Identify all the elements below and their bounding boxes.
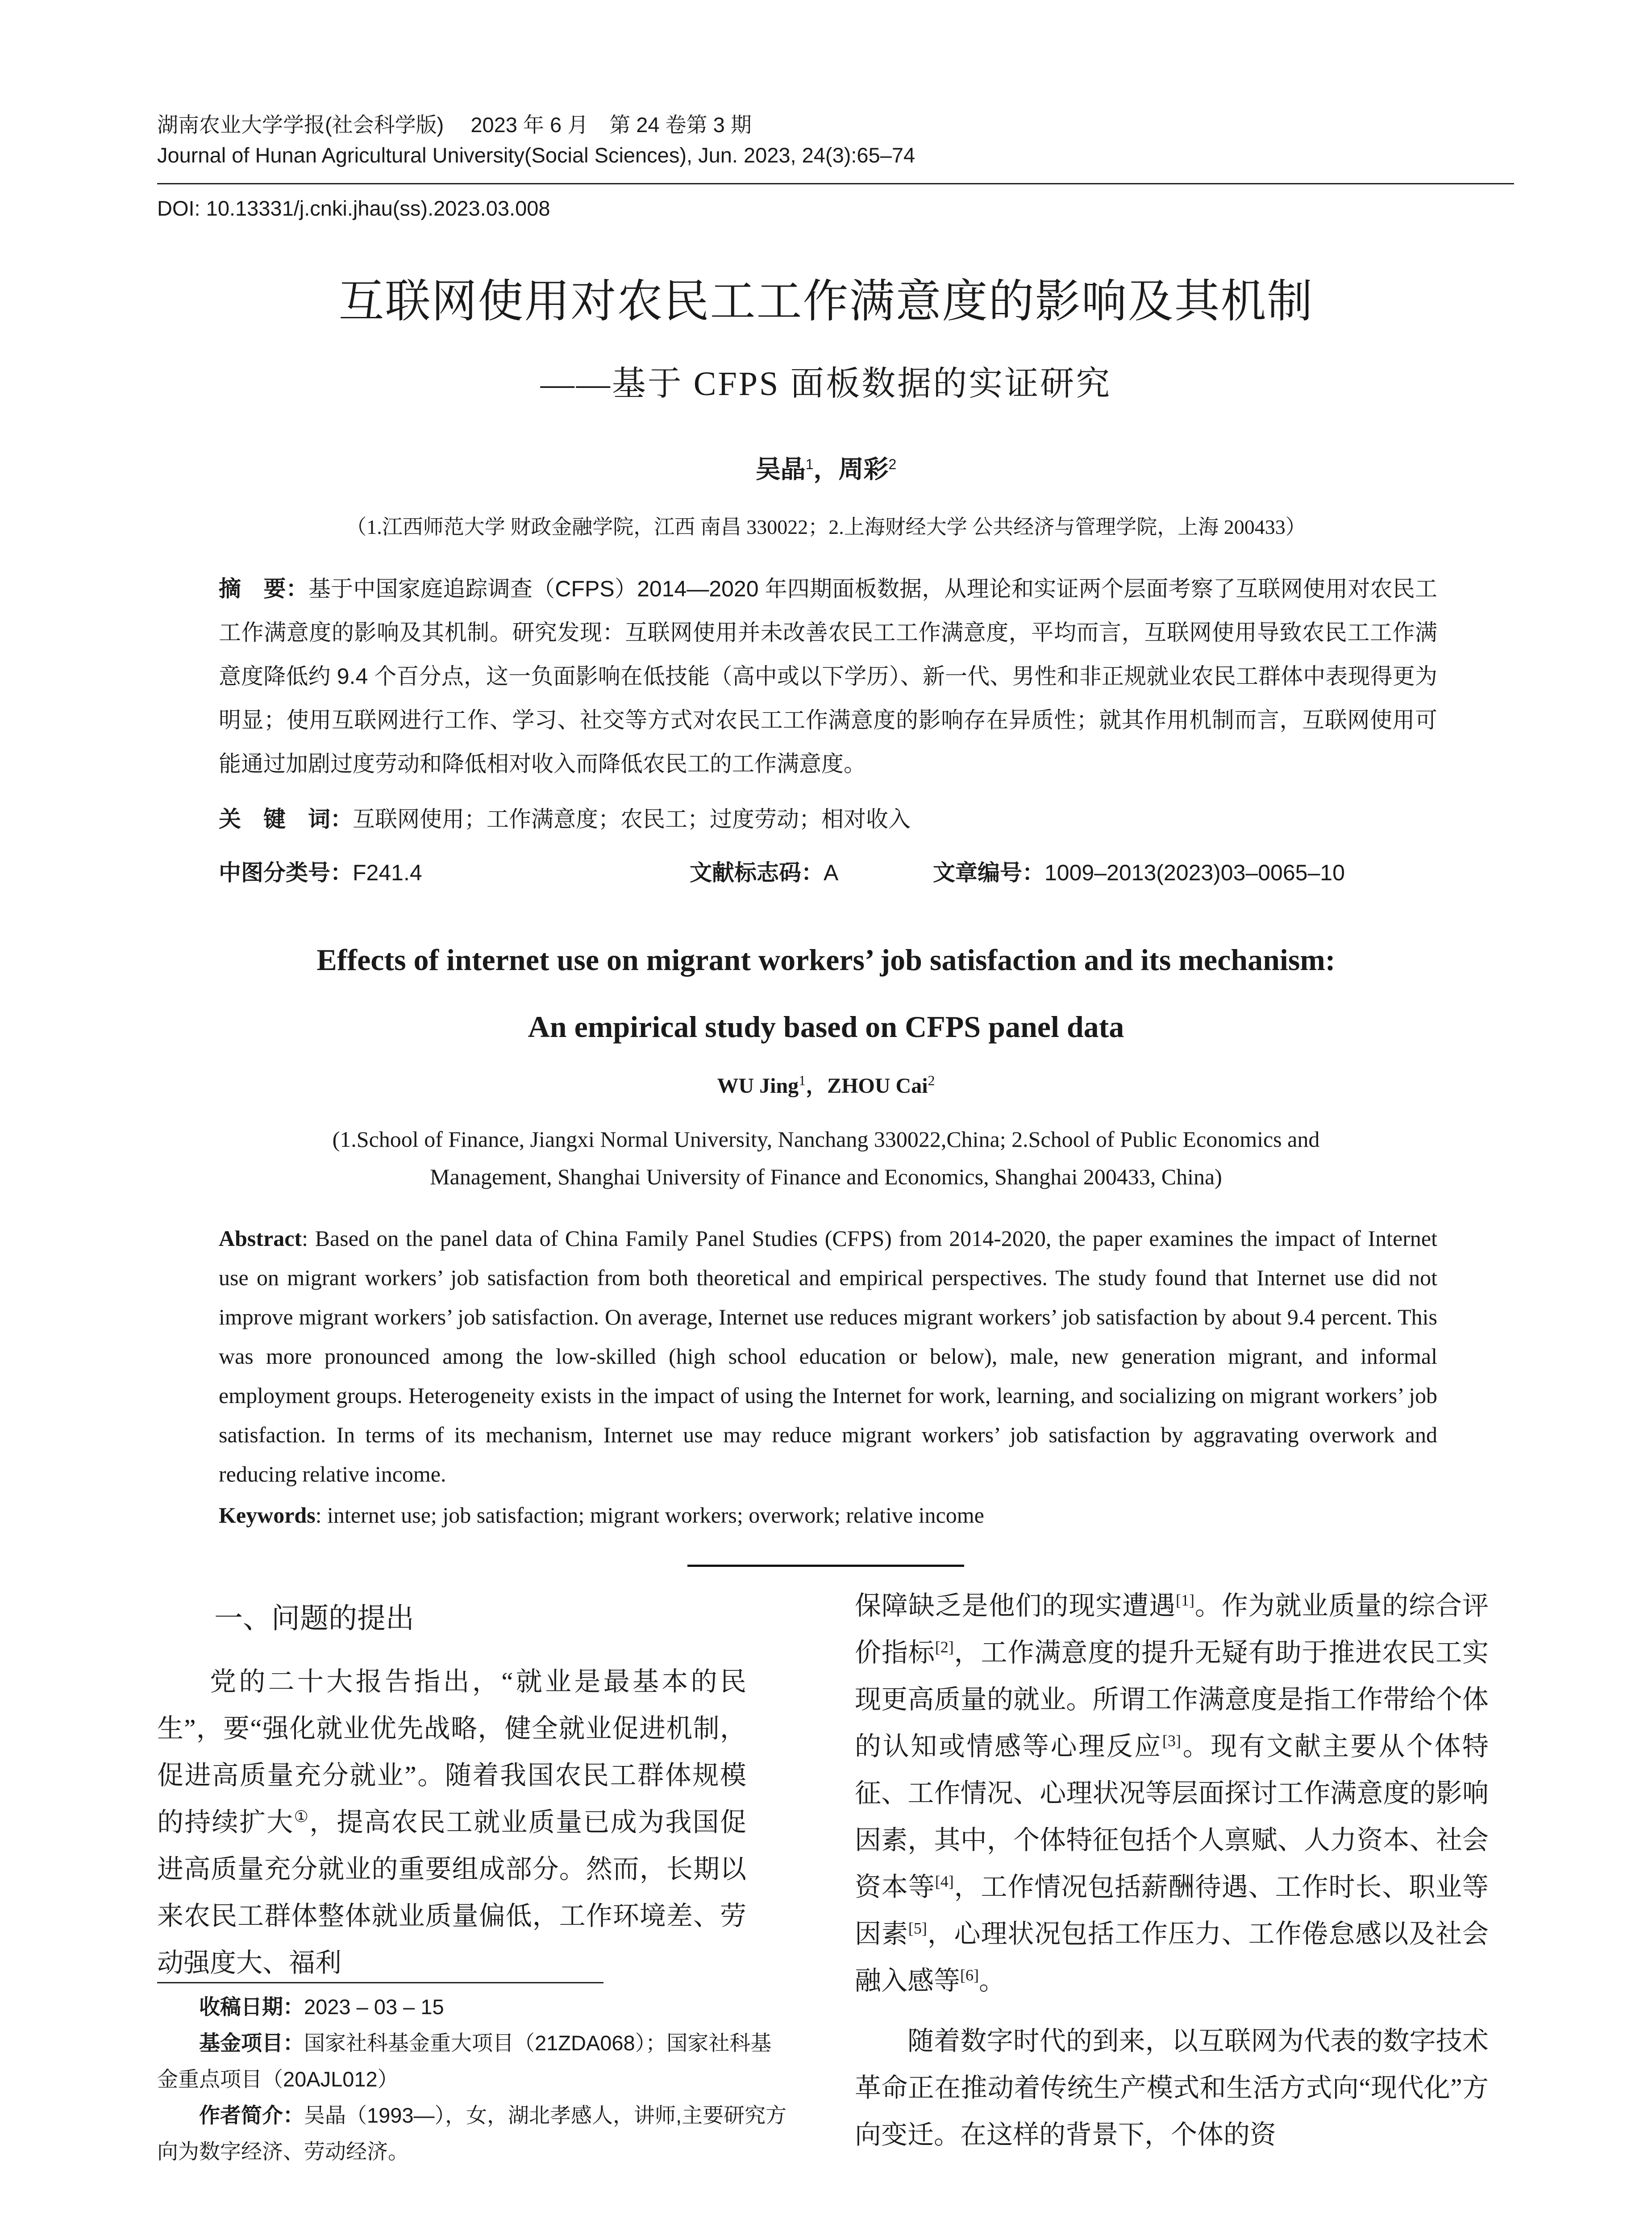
keywords-en	[219, 1495, 1437, 1535]
received-date-value: 2023 – 03 – 15	[304, 1995, 444, 2019]
keywords-cn-label: 关 键 词：	[219, 807, 353, 832]
reference-mark: [4]	[935, 1872, 954, 1891]
keywords-cn	[219, 801, 1437, 837]
keywords-en-text: : internet use; job satisfaction; migrant workers; overwork; relative income	[315, 1503, 984, 1528]
header-rule	[157, 183, 1514, 184]
fund-project-value: 国家社科基金重大项目（21ZDA068）；国家社科基金重点项目（20AJL012）	[157, 2031, 772, 2091]
author-bio	[157, 2097, 791, 2170]
reference-mark: [1]	[1175, 1591, 1194, 1609]
paper-title: 互联网使用对农民工工作满意度的影响及其机制	[338, 276, 1314, 327]
footnote-mark: ①	[294, 1807, 310, 1826]
reference-mark: [6]	[960, 1966, 979, 1984]
author-name: 周彩	[838, 455, 889, 483]
reference-mark: [2]	[935, 1638, 954, 1656]
keywords-cn-text: 互联网使用；工作满意度；农民工；过度劳动；相对收入	[353, 807, 911, 832]
article-number-value: 1009–2013(2023)03–0065–10	[1044, 860, 1345, 885]
keywords-en-label: Keywords	[219, 1503, 316, 1528]
author-bio-value: 吴晶（1993—），女，湖北孝感人，讲师,主要研究方向为数字经济、劳动经济。	[157, 2103, 787, 2163]
abstract-en-text: : Based on the panel data of China Family Panel Studies (CFPS) from 2014-2020, the paper examines the impact of Internet use on migrant workers’ job satisfaction from both theoretical and empirical perspectives. The study found that Internet use did not improve migrant workers’ job satisfaction. On average, Internet use reduces migrant workers’ job satisfaction by about 9.4 percent. This was more pronounced among the low-skilled (high school education or below), male, new generation migrant, and informal employment groups. Heterogeneity exists in the impact of using the Internet for work, learning, and socializing on migrant workers’ job satisfaction. In terms of its mechanism, Internet use may reduce migrant workers’ job satisfaction by aggravating overwork and reducing relative income.	[219, 1226, 1437, 1487]
english-title	[0, 926, 1652, 1060]
footnote-rule	[157, 1982, 603, 1983]
doi: DOI: 10.13331/j.cnki.jhau(ss).2023.03.008	[157, 196, 550, 220]
body-text: 。作为就业质量的综合评价指标	[855, 1591, 1489, 1667]
clc-number	[219, 855, 422, 891]
clc-value: F241.4	[353, 860, 422, 885]
body-text: ，工作情况包括薪酬待遇、工作时长、职业等因素	[855, 1872, 1489, 1949]
author-name: 吴晶	[755, 455, 806, 483]
body-column-right	[855, 1582, 1489, 2158]
affiliation-cn: （1.江西师范大学 财政金融学院，江西 南昌 330022；2.上海财经大学 公共经济与管理学院，上海 200433）	[346, 516, 1306, 538]
document-code	[690, 855, 838, 891]
body-text: 保障缺乏是他们的现实遭遇	[855, 1591, 1176, 1620]
abstract-cn-text: 基于中国家庭追踪调查（CFPS）2014—2020 年四期面板数据，从理论和实证两个层面考察了互联网使用对农民工工作满意度的影响及其机制。研究发现：互联网使用并未改善农民工工作满意度，平均而言，互联网使用导致农民工工作满意度降低约 9.4 个百分点，这一负面影响在低技能（高中或以下学历）、新一代、男性和非正规就业农民工群体中表现得更为明显；使用互联网进行工作、学习、社交等方式对农民工工作满意度的影响存在异质性；就其作用机制而言，互联网使用可能通过加剧过度劳动和降低相对收入而降低农民工的工作满意度。	[219, 576, 1438, 776]
english-affiliation-line: (1.School of Finance, Jiangxi Normal University, Nanchang 330022,China; 2.School of Public Economics and	[332, 1127, 1320, 1152]
received-date-label: 收稿日期：	[199, 1995, 304, 2019]
author-separator: ，	[806, 1074, 828, 1098]
body-paragraph	[157, 1658, 746, 1986]
journal-header-cn: 湖南农业大学学报(社会科学版) 2023 年 6 月 第 24 卷第 3 期	[157, 113, 752, 137]
paper-subtitle: ——基于 CFPS 面板数据的实证研究	[540, 365, 1112, 403]
english-affiliation-line: Management, Shanghai University of Finance and Economics, Shanghai 200433, China)	[430, 1164, 1222, 1189]
journal-header-en: Journal of Hunan Agricultural University(Social Sciences), Jun. 2023, 24(3):65–74	[157, 143, 915, 167]
section-heading: 一、问题的提出	[214, 1602, 414, 1634]
doc-code-value: A	[824, 860, 839, 885]
author-affil-mark: 2	[888, 456, 897, 472]
body-text: ，提高农民工就业质量已成为我国促进高质量充分就业的重要组成部分。然而，长期以来农民工群体整体就业质量偏低，工作环境差、劳动强度大、福利	[157, 1807, 746, 1978]
abstract-cn-label: 摘 要：	[219, 576, 308, 601]
english-title-line: An empirical study based on CFPS panel data	[528, 1010, 1124, 1044]
fund-project-label: 基金项目：	[199, 2031, 304, 2055]
body-text: 党的二十大报告指出，“就业是最基本的民生”，要“强化就业优先战略，健全就业促进机制，促进高质量充分就业”。随着我国农民工群体规模的持续扩大	[157, 1667, 746, 1837]
author-line	[0, 446, 1652, 487]
author-name: WU Jing	[717, 1074, 799, 1098]
reference-mark: [3]	[1162, 1732, 1181, 1750]
author-name: ZHOU Cai	[827, 1074, 928, 1098]
author-affil-mark: 2	[928, 1072, 935, 1088]
footnotes	[157, 1989, 791, 2170]
clc-label: 中图分类号：	[219, 860, 353, 885]
body-text: 。现有文献主要从个体特征、工作情况、心理状况等层面探讨工作满意度的影响因素，其中，个体特征包括个人禀赋、人力资本、社会资本等	[855, 1732, 1489, 1902]
abstract-cn	[219, 567, 1437, 786]
author-affil-mark: 1	[799, 1072, 806, 1088]
body-paragraph	[855, 1582, 1489, 2004]
english-affiliation	[0, 1120, 1652, 1195]
received-date	[157, 1989, 791, 2025]
body-text: 。	[979, 1966, 1006, 1995]
author-separator: ，	[813, 455, 839, 483]
author-affil-mark: 1	[805, 456, 814, 472]
english-title-line: Effects of internet use on migrant workers’ job satisfaction and its mechanism:	[316, 943, 1336, 977]
doc-code-label: 文献标志码：	[690, 860, 824, 885]
body-text: ，心理状况包括工作压力、工作倦怠感以及社会融入感等	[855, 1919, 1489, 1995]
article-number	[933, 855, 1345, 891]
article-number-label: 文章编号：	[933, 860, 1044, 885]
abstract-en	[219, 1219, 1437, 1494]
body-column-left	[157, 1658, 746, 1986]
fund-project	[157, 2025, 791, 2097]
english-author-line	[0, 1062, 1652, 1104]
author-bio-label: 作者简介：	[199, 2103, 304, 2127]
body-paragraph: 随着数字时代的到来，以互联网为代表的数字技术革命正在推动着传统生产模式和生活方式向“现代化”方向变迁。在这样的背景下，个体的资	[855, 2026, 1489, 2149]
reference-mark: [5]	[908, 1919, 927, 1937]
body-text: ，工作满意度的提升无疑有助于推进农民工实现更高质量的就业。所谓工作满意度是指工作带给个体的认知或情感等心理反应	[855, 1638, 1489, 1761]
section-divider	[687, 1565, 964, 1567]
abstract-en-label: Abstract	[219, 1226, 302, 1251]
